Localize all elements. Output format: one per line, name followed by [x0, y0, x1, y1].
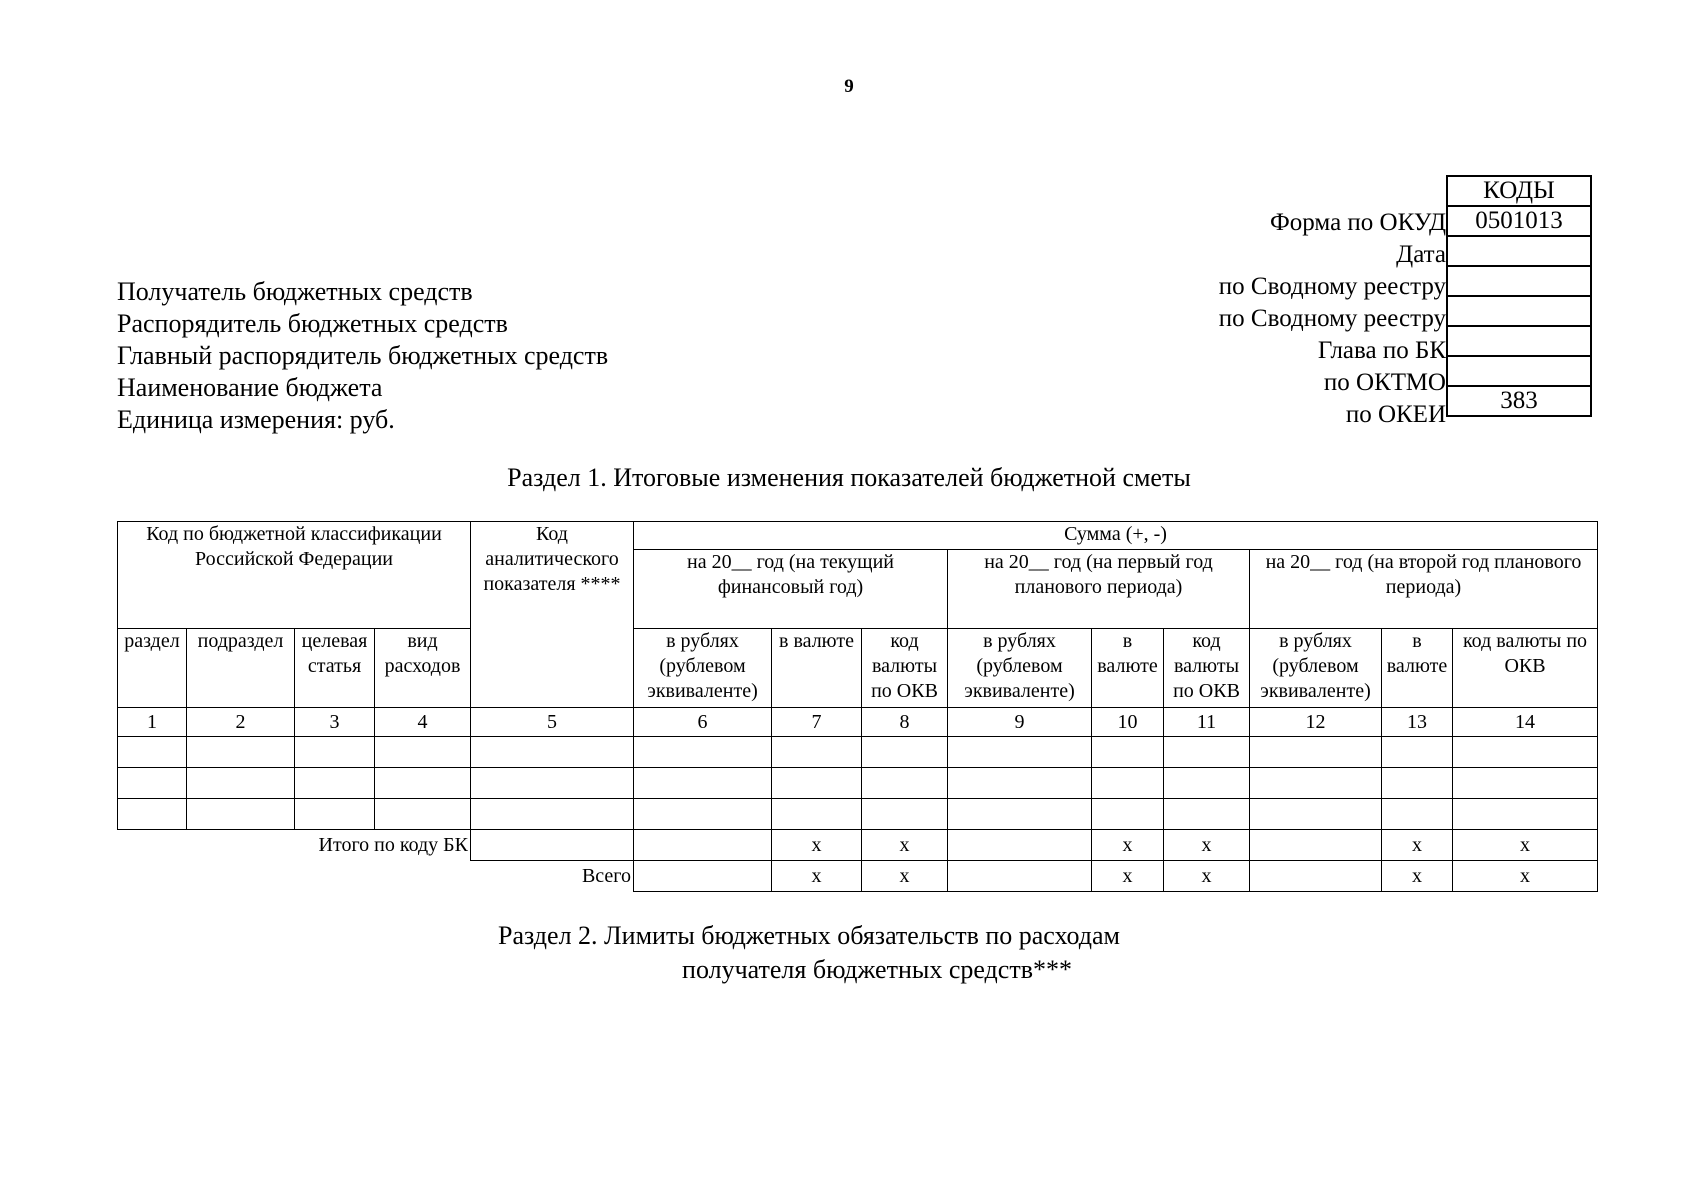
col-rub2-header: в рублях (рублевом эквиваленте): [948, 629, 1092, 708]
column-number: 12: [1250, 708, 1382, 737]
col-rub1-header: в рублях (рублевом эквиваленте): [634, 629, 772, 708]
column-number: 13: [1382, 708, 1453, 737]
codes-label-registry-2: по Сводному реестру: [1218, 305, 1446, 332]
x-mark: x: [772, 830, 862, 861]
total-cell: [948, 830, 1092, 861]
codes-label-bk-chapter: Глава по БК: [1317, 337, 1446, 364]
col-okv1-header: код валюты по ОКВ: [862, 629, 948, 708]
column-number: 3: [295, 708, 375, 737]
section2-title-line2: получателя бюджетных средств***: [682, 955, 1072, 984]
sum-header: Сумма (+, -): [634, 522, 1598, 550]
codes-labels: [1060, 207, 1446, 431]
column-number: 11: [1164, 708, 1250, 737]
col-celevaya-header: целевая статья: [295, 629, 375, 708]
x-mark: x: [1164, 861, 1250, 892]
column-number: 5: [471, 708, 634, 737]
x-mark: x: [1453, 830, 1598, 861]
analytic-header: Код аналитического показателя ****: [471, 522, 634, 708]
col-val2-header: в валюте: [1092, 629, 1164, 708]
total-cell: [471, 830, 634, 861]
codes-label-okud: Форма по ОКУД: [1270, 209, 1446, 236]
x-mark: x: [1382, 830, 1453, 861]
codes-value-bk-chapter: [1447, 326, 1591, 356]
grand-total-row: [118, 861, 1598, 892]
column-number: 2: [187, 708, 295, 737]
total-by-bk-label: Итого по коду БК: [318, 833, 468, 856]
col-okv2-header: код валюты по ОКВ: [1164, 629, 1250, 708]
codes-value-okud: 0501013: [1447, 206, 1591, 236]
codes-label-date: Дата: [1396, 241, 1446, 268]
codes-value-date: [1447, 236, 1591, 266]
x-mark: x: [772, 861, 862, 892]
col-okv3-header: код валюты по ОКВ: [1453, 629, 1598, 708]
column-number: 14: [1453, 708, 1598, 737]
header-line-unit: Единица измерения: руб.: [117, 405, 395, 434]
x-mark: x: [862, 830, 948, 861]
codes-header: КОДЫ: [1447, 176, 1591, 206]
column-number: 9: [948, 708, 1092, 737]
total-cell: [1250, 830, 1382, 861]
col-vid-header: вид расходов: [375, 629, 471, 708]
column-number: 6: [634, 708, 772, 737]
table-row: [118, 768, 1598, 799]
header-lines: [117, 276, 608, 436]
x-mark: x: [1164, 830, 1250, 861]
year-second-header: на 20__ год (на второй год планового периода): [1250, 550, 1598, 629]
header-line-recipient: Получатель бюджетных средств: [117, 277, 473, 306]
codes-label-oktmo: по ОКТМО: [1323, 369, 1446, 396]
x-mark: x: [1092, 861, 1164, 892]
total-cell: [634, 861, 772, 892]
table-row: [118, 799, 1598, 830]
header-line-manager: Распорядитель бюджетных средств: [117, 309, 508, 338]
codes-value-oktmo: [1447, 356, 1591, 386]
codes-label-okei: по ОКЕИ: [1345, 401, 1446, 428]
column-number: 1: [118, 708, 187, 737]
codes-label-registry-1: по Сводному реестру: [1218, 273, 1446, 300]
col-podrazdel-header: подраздел: [187, 629, 295, 708]
header-line-budget-name: Наименование бюджета: [117, 373, 383, 402]
column-number: 8: [862, 708, 948, 737]
section1-title: Раздел 1. Итоговые изменения показателей бюджетной сметы: [507, 463, 1191, 492]
col-val3-header: в валюте: [1382, 629, 1453, 708]
x-mark: x: [862, 861, 948, 892]
page-number: 9: [844, 76, 854, 97]
section2-title: [0, 919, 1698, 987]
column-number: 4: [375, 708, 471, 737]
total-cell: [1250, 861, 1382, 892]
x-mark: x: [1382, 861, 1453, 892]
grand-total-label: Всего: [581, 864, 631, 887]
col-razdel-header: раздел: [118, 629, 187, 708]
codes-value-registry-2: [1447, 296, 1591, 326]
x-mark: x: [1092, 830, 1164, 861]
codes-value-registry-1: [1447, 266, 1591, 296]
x-mark: x: [1453, 861, 1598, 892]
column-number: 10: [1092, 708, 1164, 737]
header-line-chief-manager: Главный распорядитель бюджетных средств: [117, 341, 609, 370]
total-cell: [634, 830, 772, 861]
total-by-bk-row: [118, 830, 1598, 861]
year-first-header: на 20__ год (на первый год планового периода): [948, 550, 1250, 629]
section2-title-line1: Раздел 2. Лимиты бюджетных обязательств по расходам: [498, 921, 1120, 950]
table-row: [118, 737, 1598, 768]
bk-header: Код по бюджетной классификации Российской Федерации: [118, 522, 471, 629]
col-val1-header: в валюте: [772, 629, 862, 708]
total-cell: [948, 861, 1092, 892]
column-number-row: [118, 708, 1598, 737]
year-current-header: на 20__ год (на текущий финансовый год): [634, 550, 948, 629]
codes-value-okei: 383: [1447, 386, 1591, 416]
budget-changes-table: [117, 521, 1598, 892]
codes-table: [1446, 175, 1592, 417]
col-rub3-header: в рублях (рублевом эквиваленте): [1250, 629, 1382, 708]
column-number: 7: [772, 708, 862, 737]
